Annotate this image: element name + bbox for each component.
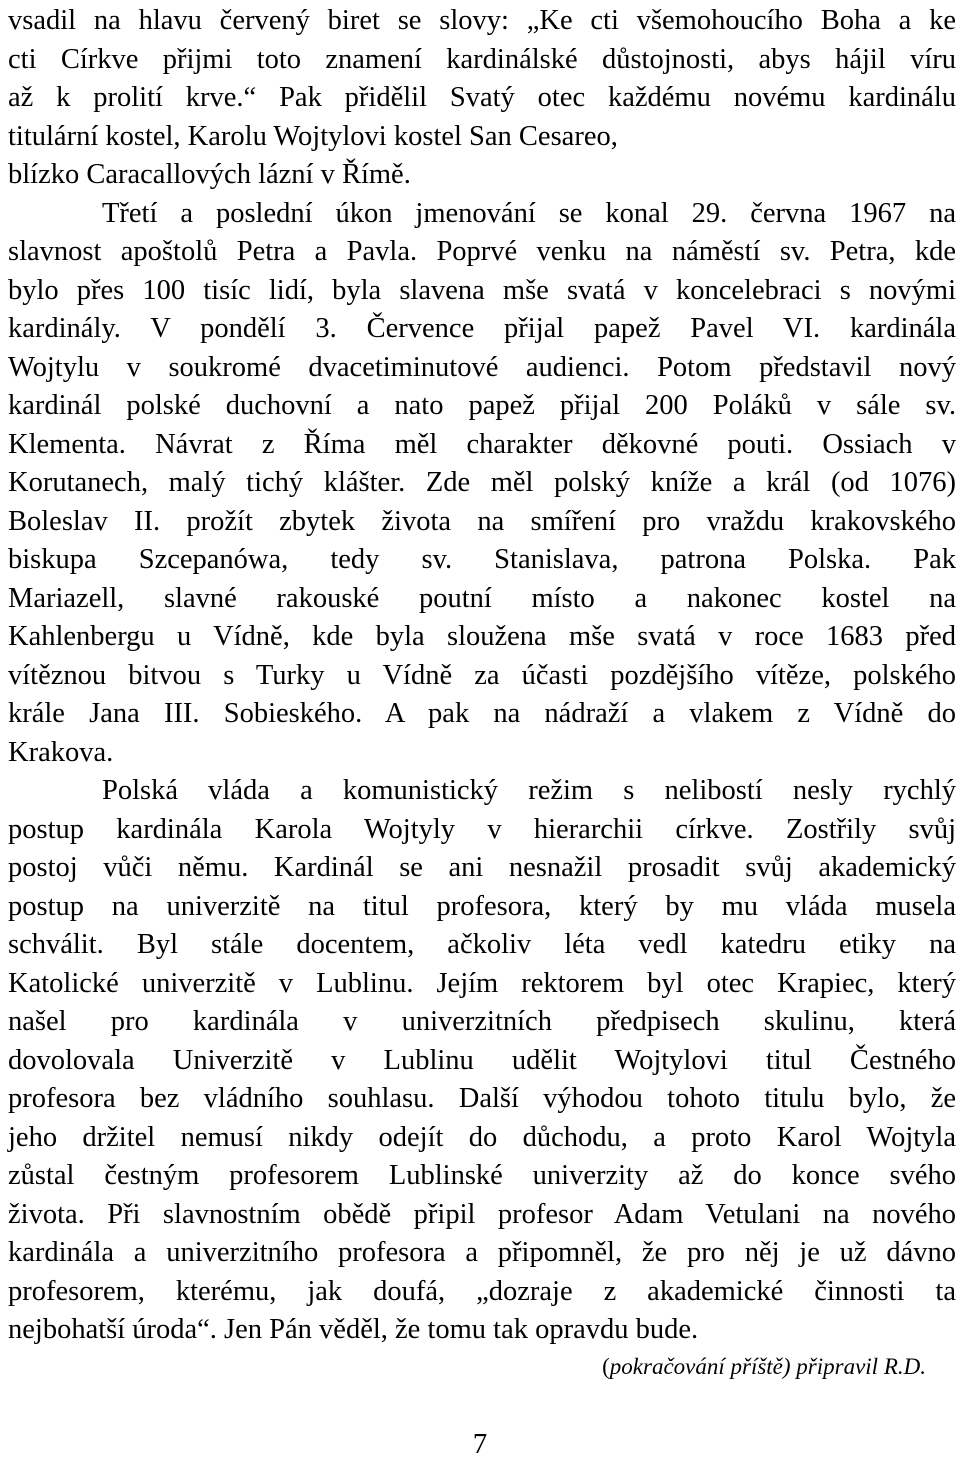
text-line: nejbohatší úroda“. Jen Pán věděl, že tomu tak opravdu bude. xyxy=(8,1314,699,1345)
text-line: Boleslav II. prožít zbytek života na smíření pro vraždu krakovského xyxy=(8,505,956,537)
text-line: našel pro kardinála v univerzitních předpisech skulinu, která xyxy=(8,1006,956,1037)
text-line: profesora bez vládního souhlasu. Další výhodou tohoto titulu bylo, že xyxy=(8,1083,956,1114)
continuation-credit xyxy=(602,1352,926,1382)
text-line: blízko Caracallových lázní v Římě. xyxy=(8,159,411,190)
credit-text: pokračování příště) připravil R.D. xyxy=(609,1354,926,1379)
paragraph-start-line: Polská vláda a komunistický režim s nelibostí nesly rychlý xyxy=(102,775,956,806)
text-line: jeho držitel nemusí nikdy odejít do důchodu, a proto Karol Wojtyla xyxy=(8,1121,956,1153)
text-line: bylo přes 100 tisíc lidí, byla slavena mše svatá v koncelebraci s novými xyxy=(8,274,956,306)
text-line: postoj vůči němu. Kardinál se ani nesnažil prosadit svůj akademický xyxy=(8,852,956,883)
article-body xyxy=(8,2,956,1350)
text-line: dovolovala Univerzitě v Lublinu udělit Wojtylovi titul Čestného xyxy=(8,1044,956,1076)
text-line: Kahlenbergu u Vídně, kde byla sloužena mše svatá v roce 1683 před xyxy=(8,621,956,652)
text-line: postup na univerzitě na titul profesora, který by mu vláda musela xyxy=(8,890,956,922)
text-line: schválit. Byl stále docentem, ačkoliv léta vedl katedru etiky na xyxy=(8,929,956,960)
text-line: kardinála a univerzitního profesora a připomněl, že pro něj je už dávno xyxy=(8,1237,956,1268)
text-line: postup kardinála Karola Wojtyly v hierarchii církve. Zostřily svůj xyxy=(8,813,956,845)
text-line: Krakova. xyxy=(8,736,114,768)
text-line: krále Jana III. Sobieského. A pak na nádraží a vlakem z Vídně do xyxy=(8,698,956,729)
text-line: Klementa. Návrat z Říma měl charakter děkovné pouti. Ossiach v xyxy=(8,428,956,460)
paragraph-start-line: Třetí a poslední úkon jmenování se konal 29. června 1967 na xyxy=(102,197,956,229)
credit-open-paren: ( xyxy=(602,1354,610,1379)
text-line: zůstal čestným profesorem Lublinské univerzity až do konce svého xyxy=(8,1160,956,1191)
text-line: vítěznou bitvou s Turky u Vídně za účasti pozdějšího vítěze, polského xyxy=(8,659,956,691)
text-line: cti Církve přijmi toto znamení kardinálské důstojnosti, abys hájil víru xyxy=(8,43,956,75)
text-line: Katolické univerzitě v Lublinu. Jejím rektorem byl otec Krapiec, který xyxy=(8,967,956,999)
text-line: Korutanech, malý tichý klášter. Zde měl polský kníže a král (od 1076) xyxy=(8,467,956,498)
text-line: života. Při slavnostním obědě připil profesor Adam Vetulani na nového xyxy=(8,1198,956,1230)
text-line: až k prolití krve.“ Pak přidělil Svatý otec každému novému kardinálu xyxy=(8,82,956,113)
text-line: vsadil na hlavu červený biret se slovy: „Ke cti všemohoucího Boha a ke xyxy=(8,5,956,36)
page-number: 7 xyxy=(472,1428,488,1460)
text-line: kardinály. V pondělí 3. Července přijal papež Pavel VI. kardinála xyxy=(8,313,956,344)
text-line: slavnost apoštolů Petra a Pavla. Poprvé venku na náměstí sv. Petra, kde xyxy=(8,236,956,267)
text-line: profesorem, kterému, jak doufá, „dozraje z akademické činnosti ta xyxy=(8,1275,956,1307)
text-line: titulární kostel, Karolu Wojtylovi kostel San Cesareo, xyxy=(8,120,618,152)
text-line: biskupa Szcepanówa, tedy sv. Stanislava, patrona Polska. Pak xyxy=(8,544,956,575)
text-line: Mariazell, slavné rakouské poutní místo a nakonec kostel na xyxy=(8,582,956,614)
text-line: kardinál polské duchovní a nato papež přijal 200 Poláků v sále sv. xyxy=(8,390,956,421)
text-line: Wojtylu v soukromé dvacetiminutové audienci. Potom představil nový xyxy=(8,351,956,383)
